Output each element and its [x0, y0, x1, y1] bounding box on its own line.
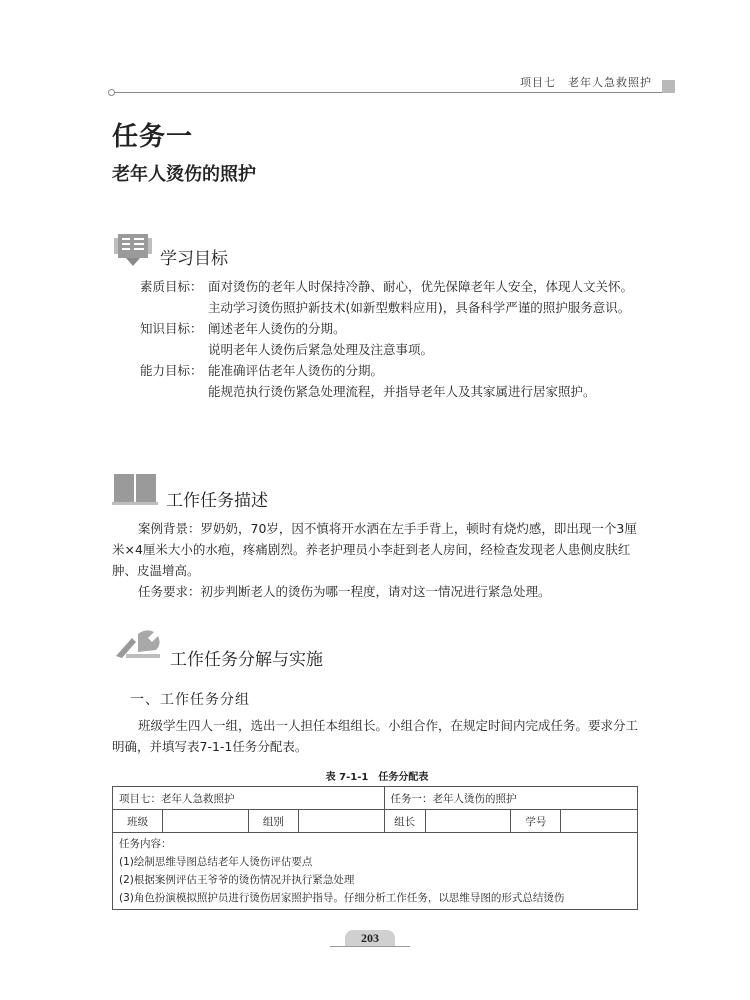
- table-row: [113, 787, 638, 810]
- task-title: 任务一: [112, 122, 194, 152]
- objective-text: 能规范执行烫伤紧急处理流程，并指导老年人及其家属进行居家照护。: [208, 384, 596, 399]
- task-content-item: (3)角色扮演模拟照护员进行烫伤居家照护指导。仔细分析工作任务，以思维导图的形式总结烫伤: [119, 892, 565, 904]
- learning-objectives-icon: [112, 228, 154, 270]
- task-allocation-table: [112, 786, 638, 910]
- grouping-instructions: [112, 715, 642, 757]
- project-cell: 项目七：老年人急救照护: [113, 787, 385, 810]
- running-header: 项目七 老年人急救照护: [520, 76, 652, 89]
- objective-label: 素质目标：: [140, 279, 203, 294]
- tools-icon: [112, 626, 164, 662]
- task-content-title: 任务内容：: [119, 838, 172, 850]
- objective-text: 阐述老年人烫伤的分期。: [208, 321, 346, 336]
- objective-row: [140, 318, 640, 339]
- objective-text: 面对烫伤的老年人时保持冷静、耐心，优先保障老年人安全，体现人文关怀。: [208, 279, 634, 294]
- subsection-heading: 一、工作任务分组: [130, 692, 250, 708]
- table-row: [113, 833, 638, 910]
- objective-row: [140, 360, 640, 381]
- objective-text: 说明老年人烫伤后紧急处理及注意事项。: [208, 342, 434, 357]
- grouping-text: 班级学生四人一组，选出一人担任本组组长。小组合作，在规定时间内完成任务。要求分工明确，并填写表7-1-1任务分配表。: [112, 718, 639, 754]
- class-value-cell: [163, 810, 249, 833]
- objective-label: [140, 339, 208, 360]
- section-heading-implementation: 工作任务分解与实施: [170, 650, 323, 670]
- task-subtitle: 老年人烫伤的照护: [112, 164, 256, 185]
- group-label-cell: 组别: [248, 810, 298, 833]
- page-number-rule: [330, 946, 410, 947]
- task-content-cell: [113, 833, 638, 910]
- leader-label-cell: 组长: [384, 810, 425, 833]
- objective-label: 知识目标：: [140, 321, 203, 336]
- section-heading-objectives: 学习目标: [160, 249, 228, 269]
- objective-text: 主动学习烫伤照护新技术(如新型敷料应用)，具备科学严谨的照护服务意识。: [208, 300, 631, 315]
- class-label-cell: 班级: [113, 810, 163, 833]
- header-rule-dot: [108, 89, 115, 96]
- objective-row: [140, 276, 640, 297]
- objective-text: 能准确评估老年人烫伤的分期。: [208, 363, 384, 378]
- task-content-item: (1)绘制思维导图总结老年人烫伤评估要点: [119, 856, 313, 868]
- leader-value-cell: [425, 810, 511, 833]
- open-book-icon: [112, 472, 158, 506]
- id-label-cell: 学号: [511, 810, 561, 833]
- page-number: 203: [361, 931, 379, 945]
- table-caption: 表 7-1-1 任务分配表: [325, 772, 429, 783]
- header-rule: [110, 92, 662, 93]
- task-content-item: (2)根据案例评估王爷爷的烫伤情况并执行紧急处理: [119, 874, 355, 886]
- case-background: 案例背景：罗奶奶，70岁，因不慎将开水洒在左手手背上，顿时有烧灼感，即出现一个3厘米×4厘米大小的水疱，疼痛剧烈。养老护理员小李赶到老人房间，经检查发现老人患侧皮肤红肿、皮温增高。: [112, 521, 637, 578]
- section-heading-description: 工作任务描述: [166, 491, 268, 511]
- group-value-cell: [299, 810, 385, 833]
- header-square-mark: [662, 80, 675, 93]
- id-value-cell: [561, 810, 638, 833]
- objective-label: [140, 381, 208, 402]
- task-cell: 任务一：老年人烫伤的照护: [384, 787, 637, 810]
- objective-row: [140, 297, 640, 318]
- objective-label: [140, 297, 208, 318]
- task-description: [112, 518, 642, 602]
- objective-row: [140, 339, 640, 360]
- task-requirement: 任务要求：初步判断老人的烫伤为哪一程度，请对这一情况进行紧急处理。: [138, 584, 551, 599]
- objective-row: [140, 381, 640, 402]
- table-row: [113, 810, 638, 833]
- objective-label: 能力目标：: [140, 363, 203, 378]
- objectives-list: [140, 276, 640, 402]
